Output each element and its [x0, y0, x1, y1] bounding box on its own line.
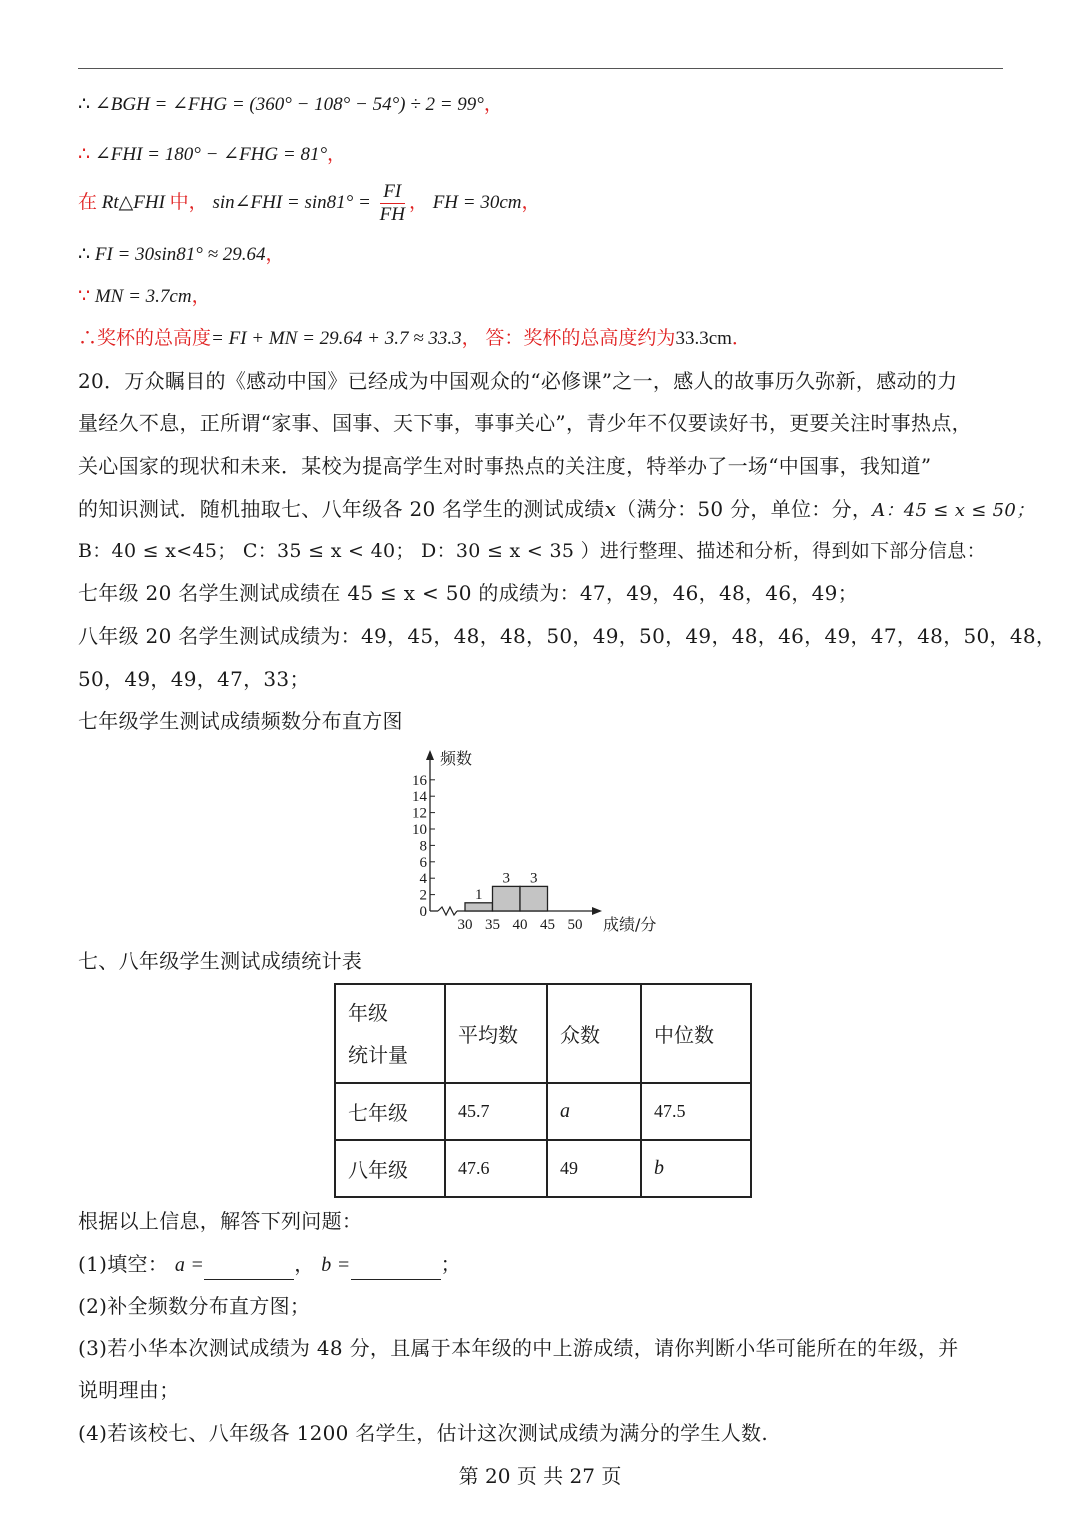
y-axis-arrow [426, 750, 434, 760]
y-tick-label: 10 [412, 822, 427, 838]
problem-text-4: 的知识测试．随机抽取七、八年级各 20 名学生的测试成绩x（满分：50 分，单位：分，A：45 ≤ x ≤ 50； [78, 497, 1035, 521]
table-header-median: 中位数 [641, 984, 751, 1083]
questions-intro: 根据以上信息，解答下列问题： [78, 1209, 363, 1233]
table-caption: 七、八年级学生测试成绩统计表 [78, 949, 363, 973]
problem-text-2: 量经久不息，正所谓“家事、国事、天下事，事事关心”，青少年不仅要读好书，更要关注时事热点， [78, 411, 972, 435]
page-footer: 第 20 页 共 27 页 [458, 1464, 622, 1488]
solution-line-1: ∴ ∠BGH = ∠FHG = (360° − 108° − 54°) ÷ 2 = 99°， [78, 94, 503, 115]
x-axis-title: 成绩/分 [603, 915, 657, 934]
question-3-line-2: 说明理由； [78, 1378, 180, 1402]
table-cell-median: 47.5 [641, 1083, 751, 1140]
answer-blank-b[interactable] [351, 1259, 441, 1280]
table-cell-mode: a [547, 1083, 641, 1140]
fraction-fi-fh: $\frac{FI}{FH}$ [379, 181, 405, 226]
bar-data-label: 3 [530, 870, 538, 887]
x-tick-label: 50 [567, 917, 583, 933]
histogram-bar [465, 903, 493, 911]
table-header-mode: 众数 [547, 984, 641, 1083]
table-cell-grade: 七年级 [335, 1083, 445, 1140]
solution-line-5: ∵ MN = 3.7cm， [78, 286, 211, 307]
x-tick-label: 30 [457, 917, 473, 933]
x-axis-arrow [592, 907, 602, 915]
histogram-bar [493, 886, 521, 911]
table-header-corner: 年级 统计量 [335, 984, 445, 1083]
problem-text-7: 八年级 20 名学生测试成绩为：49，45，48，48，50，49，50，49，48，46，49，47，48，50，48， [78, 624, 1057, 648]
y-tick-label: 14 [412, 789, 427, 806]
table-row [335, 1140, 751, 1197]
solution-line-2: ∴ ∠FHI = 180° − ∠FHG = 81°， [78, 144, 347, 165]
y-tick-label: 12 [412, 805, 427, 822]
x-axis-break [438, 907, 457, 915]
solution-line-4: ∴ FI = 30sin81° ≈ 29.64， [78, 244, 285, 265]
solution-line-6: ∴奖杯的总高度= FI + MN = 29.64 + 3.7 ≈ 33.3， 答：奖杯的总高度约为33.3cm． [78, 328, 751, 349]
table-cell-mean: 47.6 [445, 1140, 547, 1197]
problem-text-6: 七年级 20 名学生测试成绩在 45 ≤ x < 50 的成绩为：47，49，46，48，46，49； [78, 581, 858, 605]
answer-blank-a[interactable] [204, 1259, 294, 1280]
x-tick-label: 35 [485, 917, 500, 933]
x-tick-label: 40 [512, 917, 528, 933]
problem-text-5: B：40 ≤ x<45； C：35 ≤ x < 40； D：30 ≤ x < 35 ）进行整理、描述和分析，得到如下部分信息： [78, 540, 986, 562]
histogram-chart [405, 742, 675, 938]
header-rule [78, 68, 1003, 69]
y-tick-label: 4 [419, 871, 427, 888]
problem-text-3: 关心国家的现状和未来．某校为提高学生对时事热点的关注度，特举办了一场“中国事，我知道” [78, 454, 932, 478]
histogram-caption: 七年级学生测试成绩频数分布直方图 [78, 709, 403, 733]
histogram-bar [520, 886, 548, 911]
table-header-mean: 平均数 [445, 984, 547, 1083]
y-tick-label: 16 [412, 772, 427, 789]
y-axis-title: 频数 [440, 749, 473, 768]
question-2: (2)补全频数分布直方图； [78, 1294, 311, 1318]
statistics-table [334, 983, 752, 1198]
question-3-line-1: (3)若小华本次测试成绩为 48 分，且属于本年级的中上游成绩，请你判断小华可能所在的年级，并 [78, 1336, 959, 1360]
table-cell-mode: 49 [547, 1140, 641, 1197]
y-tick-label: 0 [419, 904, 427, 920]
bar-data-label: 3 [502, 870, 510, 887]
y-tick-label: 2 [419, 887, 427, 904]
problem-text-8: 50，49，49，47，33； [78, 667, 310, 691]
question-4: (4)若该校七、八年级各 1200 名学生，估计这次测试成绩为满分的学生人数. [78, 1421, 768, 1445]
table-cell-grade: 八年级 [335, 1140, 445, 1197]
question-1: (1)填空： a = ， b = ； [78, 1249, 461, 1280]
problem-text-1: 20．万众瞩目的《感动中国》已经成为中国观众的“必修课”之一，感人的故事历久弥新，感动的力 [78, 369, 958, 393]
solution-line-3: 在 Rt△FHI 中， sin∠FHI = sin81° = $\frac{FI}{FH}$ ， FH = 30cm， [78, 181, 541, 226]
y-tick-label: 8 [419, 838, 427, 855]
x-tick-label: 45 [540, 917, 555, 933]
bar-data-label: 1 [475, 886, 483, 903]
table-row [335, 1083, 751, 1140]
table-cell-mean: 45.7 [445, 1083, 547, 1140]
y-tick-label: 6 [419, 854, 427, 871]
table-cell-median: b [641, 1140, 751, 1197]
